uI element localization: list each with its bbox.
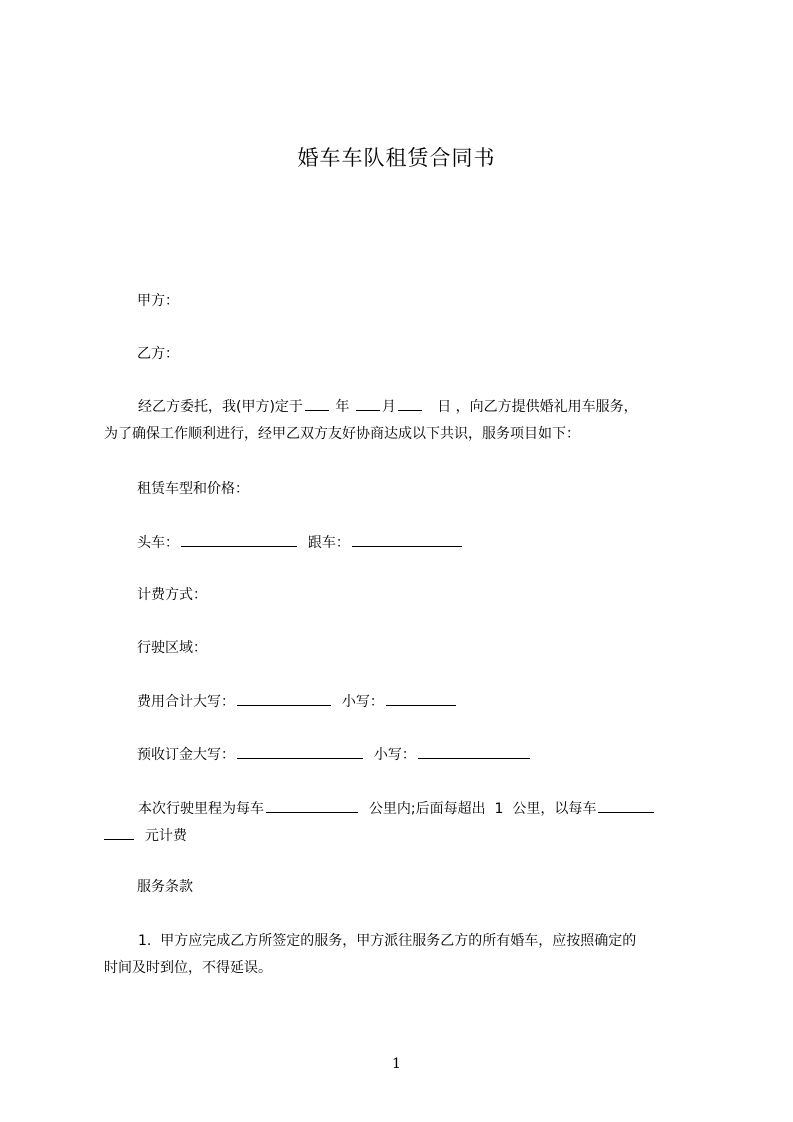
intro-paragraph — [104, 394, 714, 448]
deposit-lower-label: 小写： — [373, 747, 416, 763]
intro-line-2: 为了确保工作顺利进行，经甲乙双方友好协商达成以下共识，服务项目如下： — [104, 426, 580, 442]
total-line — [137, 691, 458, 712]
car-line — [137, 532, 464, 553]
total-upper-blank — [237, 691, 331, 706]
day-blank — [398, 396, 422, 411]
car-type-label: 租赁车型和价格： — [137, 481, 249, 497]
lead-car-blank — [181, 532, 297, 547]
clause-1 — [104, 928, 714, 982]
mileage-text-3: 公里，以每车 — [512, 801, 597, 817]
mileage-rate-blank-1 — [598, 798, 654, 813]
mileage-text-4: 元计费 — [144, 828, 187, 844]
page-number: 1 — [392, 1056, 401, 1072]
deposit-lower-blank — [418, 744, 530, 759]
clause-1-line-2: 时间及时到位，不得延误。 — [104, 960, 272, 976]
billing-label: 计费方式： — [137, 587, 207, 603]
deposit-upper-blank — [237, 744, 363, 759]
total-lower-label: 小写： — [341, 694, 384, 710]
area-label: 行驶区域： — [137, 640, 207, 656]
mileage-number: 1 — [494, 801, 504, 817]
deposit-line — [137, 744, 532, 765]
intro-line-1 — [104, 394, 714, 421]
follow-car-blank — [352, 532, 462, 547]
day-label: 日 — [437, 399, 452, 415]
lead-car-label: 头车： — [137, 535, 179, 551]
year-label: 年 — [335, 399, 350, 415]
mileage-km-blank — [266, 798, 358, 813]
mileage-line-1 — [104, 796, 714, 823]
clause-1-text-1: 甲方应完成乙方所签定的服务，甲方派往服务乙方的所有婚车，应按照确定的 — [160, 933, 637, 949]
document-title: 婚车车队租赁合同书 — [297, 146, 496, 170]
mileage-rate-blank-2 — [104, 825, 134, 840]
total-lower-blank — [386, 691, 456, 706]
deposit-upper-label: 预收订金大写： — [137, 747, 235, 763]
intro-text-2: ，向乙方提供婚礼用车服务， — [455, 399, 638, 415]
intro-text-1: 经乙方委托，我(甲方)定于 — [138, 399, 303, 415]
mileage-text-2: 公里内;后面每超出 — [368, 801, 486, 817]
mileage-text-1: 本次行驶里程为每车 — [138, 801, 264, 817]
party-b-label: 乙方： — [137, 346, 179, 362]
month-label: 月 — [381, 399, 396, 415]
total-upper-label: 费用合计大写： — [137, 694, 235, 710]
clause-1-line-1 — [104, 928, 714, 955]
mileage-paragraph — [104, 796, 714, 850]
follow-car-label: 跟车： — [307, 535, 350, 551]
month-blank — [356, 396, 380, 411]
year-blank — [305, 396, 329, 411]
party-a-label: 甲方： — [137, 293, 179, 309]
terms-heading: 服务条款 — [137, 879, 193, 895]
clause-1-number: 1. — [138, 933, 152, 949]
mileage-line-2 — [104, 823, 714, 850]
